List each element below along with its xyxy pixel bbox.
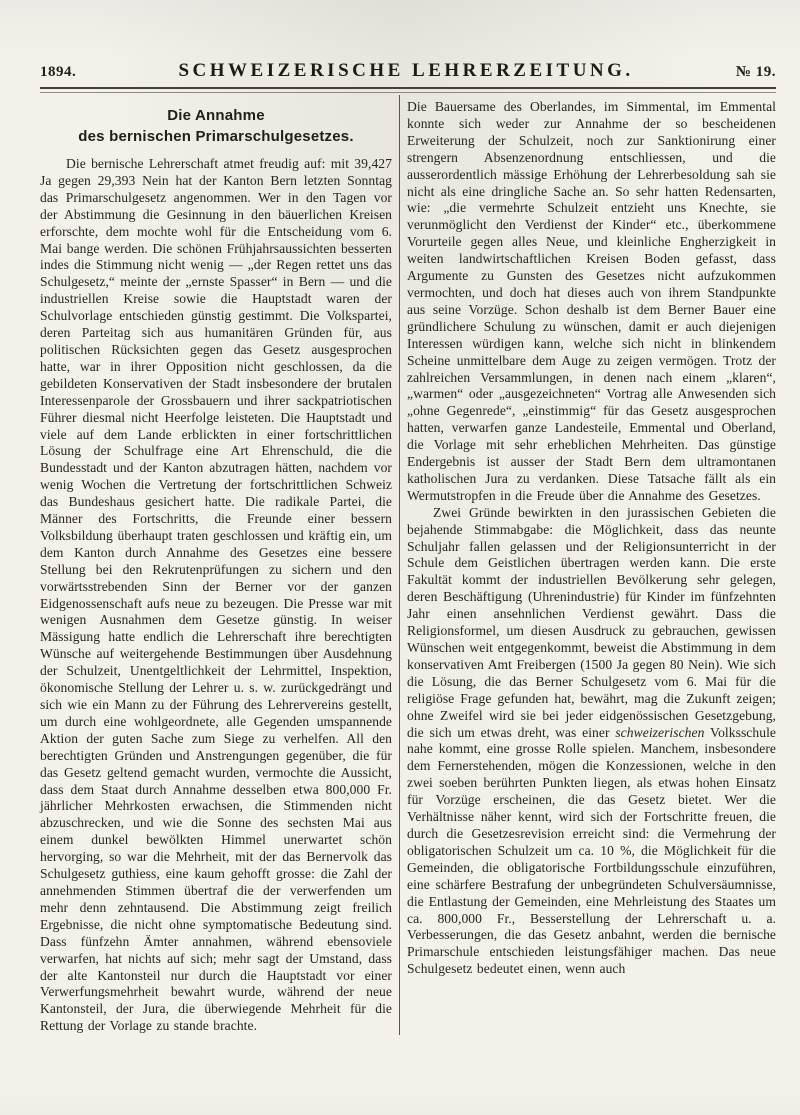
article-columns (40, 95, 776, 1035)
masthead-title: SCHWEIZERISCHE LEHRERZEITUNG. (178, 60, 634, 81)
article-title-line1: Die Annahme (167, 107, 265, 124)
column-divider-rule (399, 95, 400, 1035)
masthead-double-rule (40, 87, 776, 93)
paragraph-text: Volksschule nahe kommt, eine grosse Rolle spielen. Manchem, insbesondere dem Fernerstehenden, mögen die Konzessionen, welche in den zwei soeben berührten Punkten liegen, als etwas hohen Einsatz für Vorzüge erscheinen, die das Gesetz bietet. Wer die Verhältnisse näher kennt, wird sich der Fortschritte freuen, die durch die Gesetzesrevision erreicht sind: die Vermehrung der obligatorischen Schulzeit um ca. 10 %, die Möglichkeit für die Gemeinden, die obligatorische Fortbildungsschule einzuführen, eine schärfere Bestrafung der unbegründeten Schulversäumnisse, die Entlastung der Gemeinden, eine Mehrleistung des Staates um ca. 800,000 Fr., Besserstellung der Lehrerschaft u. a. Verbesserungen, die das Gesetz anbahnt, werden die bernische Primarschule entschieden leistungsfähiger machen. Das neue Schulgesetz bedeutet einen, wenn auch (407, 724, 776, 977)
masthead-issue-number: № 19. (735, 64, 776, 80)
paragraph-text: Zwei Gründe bewirkten in den jurassischen Gebieten die bejahende Stimmabgabe: die Möglichkeit, dass das neunte Schuljahr fallen gelassen und der Religionsunterricht in der Schule dem Geistlichen übertragen werden kann. Die erste Fakultät kommt der industriellen Bevölkerung sehr gelegen, deren Beschäftigung (Uhrenindustrie) für Kinder im fünfzehnten Jahr einen ansehnlichen Verdienst gewährt. Dass die Religionsformel, um diesen Ausdruck zu gebrauchen, gewissen Wünschen weit entgegenkommt, beweist die Abstimmung in dem konservativen Amt Freibergen (1500 Ja gegen 80 Nein). Wie sich die Lösung, die das Berner Schulgesetz vom 6. Mai für die religiöse Frage gefunden hat, bewährt, mag die Zukunft zeigen; ohne Zweifel wird sie bei jeder eidgenössischen Gesetzgebung, die sich um etwas dreht, was einer (407, 504, 776, 740)
article-title-line2: des bernischen Primarschulgesetzes. (78, 128, 354, 145)
article-title (40, 105, 392, 147)
article-body-right-paragraph-1: Die Bauersame des Oberlandes, im Simmental, im Emmental konnte sich weder zur Annahme der so bescheidenen Erweiterung der Schulzeit, noch zur Sanktionirung einer strengern Absenzenordnung entschliessen, und die ausserordentlich mässige Erhöhung der Lehrerbesoldung sah sie nicht als eine dringliche Sache an. So sehr hatten Redensarten, wie: „die vermehrte Schulzeit entzieht uns Knechte, sie verunmöglicht den Verdienst der Kinder“ etc., überkommene Vorurteile gegen alles Neue, und kleinliche Engherzigkeit in weiten landwirtschaftlichen Kreisen Boden gefasst, dass Argumente zu Gunsten des Gesetzes nicht aufzukommen vermochten, und doch hat dieses auch von ihrem Standpunkte aus seine Vorzüge. Schon deshalb ist dem Berner Bauer eine gründlichere Schulung zu wünschen, damit er auch diejenigen Interessen würdigen kann, welche sich nicht in blinkendem Scheine unmittelbare dem Auge zu zeigen vermögen. Trotz der zahlreichen Versammlungen, in denen nach einem „klaren“, „warmen“ oder „ausgezeichneten“ Vortrag alle Anwesenden sich „ohne Gegenrede“, „einstimmig“ für das Gesetz ausgesprochen hatten, verwarfen ganze Landesteile, Emmental und Oberland, die Vorlage mit sehr erheblichen Mehrheiten. Das günstige Endergebnis ist ausser der Stadt Bern dem ultramontanen katholischen Jura zu verdanken. Diese Tatsache fällt als ein Wermutstropfen in die Freude über die Annahme des Gesetzes. (407, 99, 776, 503)
article-body-right-paragraph-2 (407, 505, 776, 978)
masthead-year: 1894. (40, 64, 77, 80)
italic-word: schweizerischen (615, 724, 705, 740)
masthead (40, 60, 776, 82)
right-column (407, 95, 776, 1035)
left-column (40, 95, 392, 1035)
article-body-left: Die bernische Lehrerschaft atmet freudig auf: mit 39,427 Ja gegen 29,393 Nein hat der Kanton Bern letzten Sonntag das Primarschulgesetz angenommen. Wer in den Tagen vor der Abstimmung die Gesinnung in den bäuerlichen Kreisen erforschte, dem mochte wohl für die Entscheidung vom 6. Mai bange werden. Die schönen Frühjahrsaussichten besserten indes die Stimmung nicht wenig — „der Regen rettet uns das Schulgesetz,“ meinte der „ernste Spasser“ in Bern — und die industriellen Kreise sowie die Hauptstadt waren der Schulvorlage entschieden günstig gestimmt. Die Volkspartei, deren Parteitag sich aus humanitären Gründen für, aus politischen Rücksichten gegen das Gesetz ausgesprochen hatte, war in ihrer Opposition nicht geschlossen, da die gebildeten Konservativen der Stadt insbesondere der brutalen Interessenparole der Grossbauern und ihrer sackpatriotischen Führer diesmal nicht Heerfolge leisteten. Die Hauptstadt und viele auf dem Lande erblickten in einer fortschrittlichen Lösung der Schulfrage eine Art Ehrenschuld, die die Bundesstadt und der Kanton abzutragen hätten, nachdem vor wenig Wochen die Vertretung der fortschrittlichen Schweiz das Bundeshaus gesichert hatte. Die radikale Partei, die Männer des Fortschritts, die Freunde einer bessern Volksbildung überhaupt traten geschlossen und kräftig ein, um dem Kanton durch Annahme des Gesetzes eine bessere Stellung bei den Rekrutenprüfungen zu sichern und den vorwärtsstrebenden Sinn der Berner vor der ganzen Eidgenossenschaft aufs neue zu bezeugen. Die Presse war mit wenigen Ausnahmen dem Gesetze günstig. In weiser Mässigung hatte endlich die Lehrerschaft ihre berechtigten Wünsche auf weitergehende Bestimmungen über Ausdehnung der Schulzeit, Unentgeltlichkeit der Lehrmittel, Inspektion, ökonomische Stellung der Lehrer u. s. w. zurückgedrängt und sich wie ein Mann zu der Führung des Lehrervereins gestellt, um durch eine wohlgeordnete, alle Gegenden umspannende Aktion der guten Sache zum Siege zu verhelfen. All den berechtigten Gründen und Anstrengungen gegenüber, die für das Gesetz geltend gemacht wurden, vermochte die Aussicht, dass dem Staat durch Annahme desselben etwa 800,000 Fr. jährlicher Mehrkosten erwachsen, die Stimmenden nicht abzuschrecken, und wie die Sonne des sechsten Mai aus einem dunkel bewölkten Himmel unerwartet schön hervorging, so war die Mehrheit, mit der das Bernervolk das Schulgesetz guthiess, eine kaum gehofft grosse: die Zahl der annehmenden Stimmen übertraf die der verwerfenden um mehr denn zehntausend. Die Abstimmung zeigt freilich Ergebnisse, die nicht ohne symptomatische Bedeutung sind. Dass fünfzehn Ämter annahmen, während ebensoviele verwarfen, hat nichts auf sich; mehr sagt der Umstand, dass der alte Kantonsteil nur durch die Hauptstadt vor einer Verwerfungsmehrheit bewahrt wurde, während der neue Kantonsteil, der Jura, die überwiegende Mehrheit für die Rettung der Vorlage zu stande brachte. (40, 156, 392, 1034)
